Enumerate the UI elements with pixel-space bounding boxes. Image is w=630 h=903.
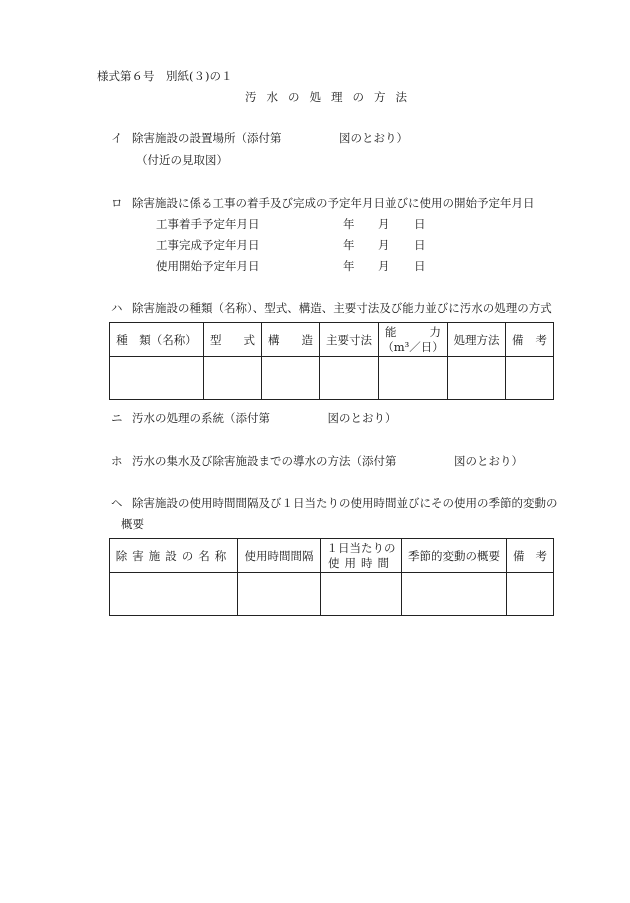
header-facility-name: 除害施設の名称 — [110, 539, 238, 573]
header-remarks: 備 考 — [506, 323, 554, 357]
header-seasonal-variation: 季節的変動の概要 — [402, 539, 507, 573]
header-remarks: 備 考 — [507, 539, 554, 573]
section-ho-text: 汚水の集水及び除害施設までの導水の方法（添付第 図のとおり） — [132, 454, 523, 468]
usage-table — [109, 538, 554, 616]
schedule-month: 月 — [378, 259, 390, 273]
cell-treatment-method[interactable] — [448, 357, 506, 400]
cell-daily-hours[interactable] — [321, 573, 402, 616]
schedule-year: 年 — [343, 238, 355, 252]
schedule-month: 月 — [378, 238, 390, 252]
section-ni-text: 汚水の処理の系統（添付第 図のとおり） — [132, 411, 397, 425]
cell-usage-interval[interactable] — [238, 573, 321, 616]
cell-capacity[interactable] — [379, 357, 448, 400]
schedule-label-start: 工事着手予定年月日 — [156, 217, 260, 231]
cell-remarks[interactable] — [506, 357, 554, 400]
schedule-year: 年 — [343, 217, 355, 231]
section-i-marker: イ — [111, 131, 123, 145]
section-ni-marker: ニ — [111, 411, 123, 425]
header-treatment-method: 処理方法 — [448, 323, 506, 357]
section-he-marker: ヘ — [111, 496, 123, 510]
cell-main-size[interactable] — [320, 357, 379, 400]
cell-seasonal-variation[interactable] — [402, 573, 507, 616]
section-ha-marker: ハ — [111, 301, 123, 315]
section-i-note: （付近の見取図） — [136, 153, 228, 167]
cell-type[interactable] — [204, 357, 262, 400]
header-capacity: 能 力 （m³／日） — [379, 323, 448, 357]
section-ho-marker: ホ — [111, 454, 123, 468]
schedule-day: 日 — [414, 217, 426, 231]
section-he-text: 除害施設の使用時間間隔及び１日当たりの使用時間並びにその使用の季節的変動の — [132, 496, 558, 510]
schedule-year: 年 — [343, 259, 355, 273]
schedule-day: 日 — [414, 259, 426, 273]
header-structure: 構 造 — [262, 323, 320, 357]
cell-facility-name[interactable] — [110, 573, 238, 616]
schedule-label-complete: 工事完成予定年月日 — [156, 238, 260, 252]
schedule-label-use: 使用開始予定年月日 — [156, 259, 260, 273]
facility-spec-table — [109, 322, 554, 400]
header-type: 型 式 — [204, 323, 262, 357]
section-i-text: 除害施設の設置場所（添付第 図のとおり） — [132, 131, 408, 145]
schedule-month: 月 — [378, 217, 390, 231]
cell-structure[interactable] — [262, 357, 320, 400]
document-title: 汚水の処理の方法 — [245, 90, 417, 104]
section-ha-text: 除害施設の種類（名称）、型式、構造、主要寸法及び能力並びに汚水の処理の方式 — [132, 301, 552, 315]
section-ro-marker: ロ — [111, 196, 123, 210]
section-he-text-line2: 概要 — [121, 517, 144, 531]
header-usage-interval: 使用時間間隔 — [238, 539, 321, 573]
cell-remarks[interactable] — [507, 573, 554, 616]
schedule-day: 日 — [414, 238, 426, 252]
header-daily-hours: １日当たりの 使用時間 — [321, 539, 402, 573]
header-kind: 種 類（名称） — [110, 323, 204, 357]
cell-kind[interactable] — [110, 357, 204, 400]
form-number: 様式第６号 別紙(３)の１ — [97, 69, 233, 83]
header-main-size: 主要寸法 — [320, 323, 379, 357]
section-ro-text: 除害施設に係る工事の着手及び完成の予定年月日並びに使用の開始予定年月日 — [132, 196, 535, 210]
